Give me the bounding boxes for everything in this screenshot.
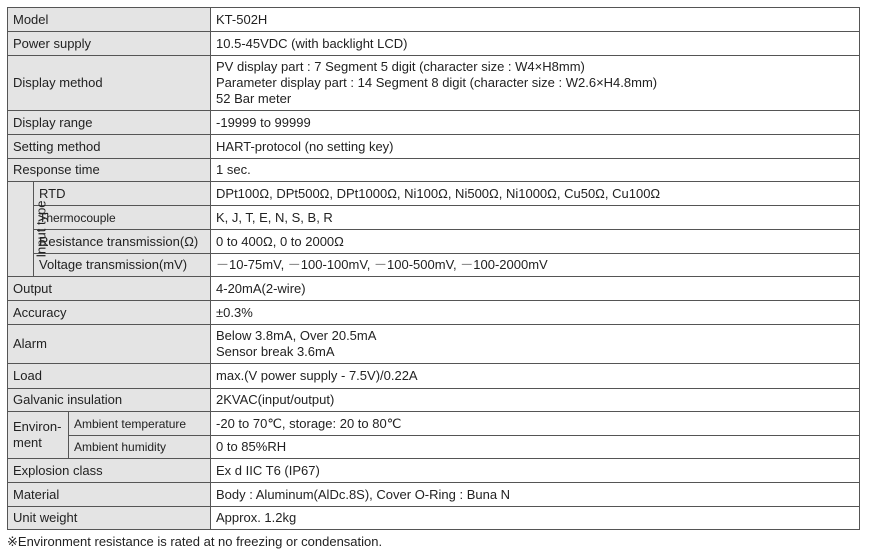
display-range-label: Display range	[8, 111, 211, 135]
accuracy-label: Accuracy	[8, 301, 211, 325]
table-row	[8, 8, 860, 32]
voltage-transmission-value: －10-75mV, －100-100mV, －100-500mV, －100-2000mV	[211, 254, 860, 277]
galvanic-insulation-label: Galvanic insulation	[8, 389, 211, 412]
alarm-line: Sensor break 3.6mA	[216, 344, 335, 359]
unit-weight-label: Unit weight	[8, 507, 211, 530]
table-row	[8, 507, 860, 530]
environment-label-line: ment	[13, 435, 42, 450]
rtd-label: RTD	[34, 182, 211, 206]
table-row	[8, 56, 860, 111]
spec-table	[7, 7, 860, 530]
model-label: Model	[8, 8, 211, 32]
rtd-value: DPt100Ω, DPt500Ω, DPt1000Ω, Ni100Ω, Ni500Ω, Ni1000Ω, Cu50Ω, Cu100Ω	[211, 182, 860, 206]
display-method-line: Parameter display part : 14 Segment 8 digit (character size : W2.6×H4.8mm)	[216, 75, 658, 90]
ambient-temperature-value: -20 to 70℃, storage: 20 to 80℃	[211, 412, 860, 436]
table-row	[8, 483, 860, 507]
material-label: Material	[8, 483, 211, 507]
thermocouple-value: K, J, T, E, N, S, B, R	[211, 206, 860, 230]
table-row	[8, 111, 860, 135]
display-method-line: PV display part : 7 Segment 5 digit (character size : W4×H8mm)	[216, 59, 585, 74]
environment-label	[8, 412, 69, 459]
table-row	[8, 254, 860, 277]
unit-weight-value: Approx. 1.2kg	[211, 507, 860, 530]
alarm-value	[211, 325, 860, 364]
environment-label-line: Environ-	[13, 419, 62, 434]
alarm-line: Below 3.8mA, Over 20.5mA	[216, 328, 377, 343]
table-row	[8, 436, 860, 459]
ambient-humidity-value: 0 to 85%RH	[211, 436, 860, 459]
table-row	[8, 301, 860, 325]
voltage-transmission-label: Voltage transmission(mV)	[34, 254, 211, 277]
explosion-class-label: Explosion class	[8, 459, 211, 483]
table-row	[8, 459, 860, 483]
input-type-label: Input type	[33, 200, 49, 258]
model-value: KT-502H	[211, 8, 860, 32]
resistance-transmission-value: 0 to 400Ω, 0 to 2000Ω	[211, 230, 860, 254]
power-supply-value: 10.5-45VDC (with backlight LCD)	[211, 32, 860, 56]
table-row	[8, 206, 860, 230]
ambient-humidity-label: Ambient humidity	[69, 436, 211, 459]
table-row	[8, 135, 860, 159]
display-range-value: -19999 to 99999	[211, 111, 860, 135]
table-row	[8, 325, 860, 364]
response-time-value: 1 sec.	[211, 159, 860, 182]
table-row	[8, 159, 860, 182]
alarm-label: Alarm	[8, 325, 211, 364]
table-row	[8, 182, 860, 206]
power-supply-label: Power supply	[8, 32, 211, 56]
table-row	[8, 32, 860, 56]
output-value: 4-20mA(2-wire)	[211, 277, 860, 301]
accuracy-value: ±0.3%	[211, 301, 860, 325]
display-method-label: Display method	[8, 56, 211, 111]
setting-method-label: Setting method	[8, 135, 211, 159]
table-row	[8, 364, 860, 389]
load-value: max.(V power supply - 7.5V)/0.22A	[211, 364, 860, 389]
galvanic-insulation-value: 2KVAC(input/output)	[211, 389, 860, 412]
explosion-class-value: Ex d IIC T6 (IP67)	[211, 459, 860, 483]
resistance-transmission-label: Resistance transmission(Ω)	[34, 230, 211, 254]
table-row	[8, 277, 860, 301]
footnote: ※Environment resistance is rated at no freezing or condensation.	[7, 534, 383, 549]
input-type-group-label	[8, 182, 49, 277]
thermocouple-label: Thermocouple	[34, 206, 211, 230]
display-method-line: 52 Bar meter	[216, 91, 292, 106]
table-row	[8, 389, 860, 412]
material-value: Body : Aluminum(AlDc.8S), Cover O-Ring : Buna N	[211, 483, 860, 507]
display-method-value	[211, 56, 860, 111]
table-row	[8, 412, 860, 436]
response-time-label: Response time	[8, 159, 211, 182]
load-label: Load	[8, 364, 211, 389]
table-row	[8, 230, 860, 254]
output-label: Output	[8, 277, 211, 301]
ambient-temperature-label: Ambient temperature	[69, 412, 211, 436]
setting-method-value: HART-protocol (no setting key)	[211, 135, 860, 159]
